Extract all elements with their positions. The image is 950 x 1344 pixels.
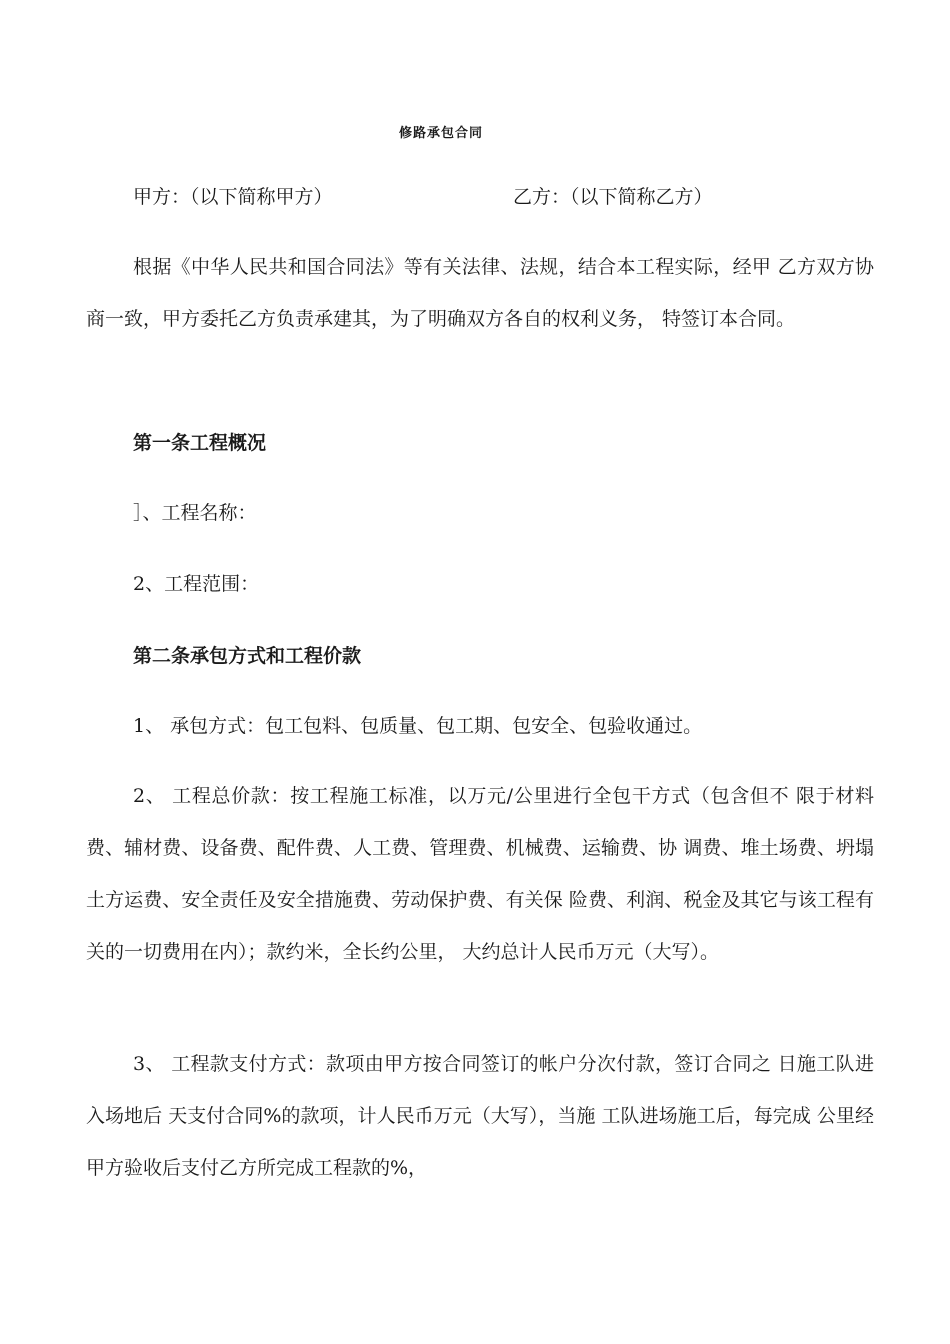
- article-2-item-contract-method: 1、 承包方式：包工包料、包质量、包工期、包安全、包验收通过。: [133, 715, 703, 737]
- article-1-item-project-scope: 2、工程范围：: [133, 573, 260, 595]
- article-2-heading: 第二条承包方式和工程价款: [133, 645, 362, 667]
- article-1-heading: 第一条工程概况: [133, 432, 267, 454]
- article-1-item-project-name: ］、工程名称：: [133, 502, 257, 524]
- document-title: 修路承包合同: [398, 126, 483, 141]
- article-2-item-payment-method: 3、 工程款支付方式：款项由甲方按合同签订的帐户分次付款，签订合同之 日施工队进入场地后 天支付合同%的款项，计人民币万元（大写），当施 工队进场施工后，每完成 公里经甲方验收后支付乙方所完成工程款的%，: [86, 1053, 874, 1179]
- party-a-line: 甲方：（以下简称甲方）: [133, 186, 333, 208]
- article-2-item-total-price: 2、 工程总价款：按工程施工标准，以万元/公里进行全包干方式（包含但不 限于材料费、辅材费、设备费、配件费、人工费、管理费、机械费、运输费、协 调费、堆土场费、坍塌土方运费、安全责任及安全措施费、劳动保护费、有关保 险费、利润、税金及其它与该工程有关的一切费用在内）；款约米，全长约公里， 大约总计人民币万元（大写）。: [86, 785, 874, 963]
- party-b-line: 乙方：（以下简称乙方）: [513, 186, 713, 208]
- intro-paragraph: 根据《中华人民共和国合同法》等有关法律、法规，结合本工程实际，经甲 乙方双方协商一致，甲方委托乙方负责承建其，为了明确双方各自的权利义务， 特签订本合同。: [86, 256, 874, 330]
